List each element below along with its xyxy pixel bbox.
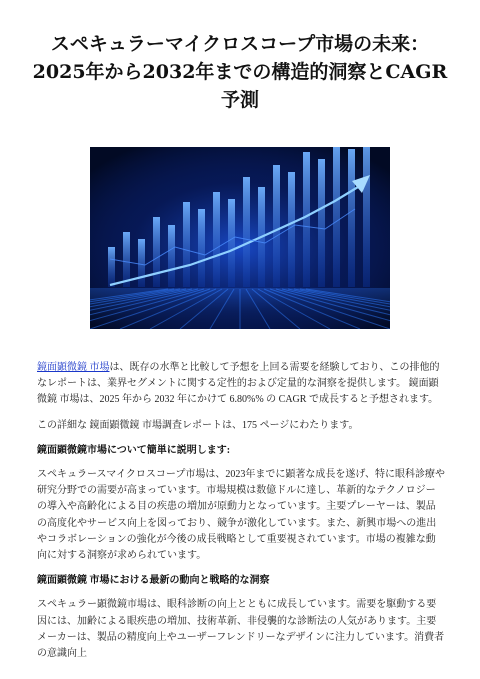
section-text-trends: スペキュラー顕微鏡市場は、眼科診断の向上とともに成長しています。需要を駆動する要因には、加齢による眼疾患の増加、技術革新、非侵襲的な診断法の人気があります。主要メーカーは、製品の精度向上やユーザーフレンドリーなデザインに注力しています。消費者の意識向上: [37, 599, 445, 660]
hero-bar: [123, 232, 130, 287]
section-text-overview: スペキュラースマイクロスコープ市場は、2023年までに顕著な成長を遂げ、特に眼科診療や研究分野での需要が高まっています。市場規模は数億ドルに達し、革新的なテクノロジーの導入や高齢化による目の疾患の増加が原動力となっています。主要プレーヤーは、製品の高度化やサービス向上を図っており、競争が激化しています。また、新興市場への進出やコラボレーションの強化が今後の成長戦略として重要視されています。市場の複雑な動向に対する洞察が求められています。: [37, 469, 445, 562]
hero-bar: [183, 202, 190, 287]
market-link[interactable]: 鏡面顕微鏡 市場: [37, 362, 110, 373]
hero-bar: [108, 247, 115, 287]
hero-bar: [153, 217, 160, 287]
page-title: スペキュラーマイクロスコープ市場の未来：2025年から2032年までの構造的洞察とCAGR予測: [32, 33, 448, 111]
hero-bar: [333, 147, 340, 287]
section-heading-overview: 鏡面顕微鏡市場について簡単に説明します:: [37, 444, 231, 456]
hero-bar: [198, 209, 205, 287]
hero-bar: [363, 147, 370, 287]
pages-note: この詳細な 鏡面顕微鏡 市場調査レポートは、175 ページにわたります。: [37, 419, 359, 431]
growth-chart-illustration: [90, 147, 390, 329]
hero-bar: [138, 239, 145, 287]
hero-floor-grid: [90, 288, 390, 329]
hero-bar: [273, 165, 280, 287]
article-body: [37, 360, 445, 671]
intro-paragraph: [37, 360, 445, 409]
growth-chart-image: [90, 147, 390, 329]
hero-bar: [228, 199, 235, 287]
hero-floor-glow: [90, 288, 390, 329]
hero-bar: [243, 177, 250, 287]
hero-bar: [213, 192, 220, 287]
hero-bar: [318, 159, 325, 287]
hero-bar: [348, 149, 355, 287]
intro-text: は、既存の水準と比較して予想を上回る需要を経験しており、この排他的なレポートは、業界セグメントに関する定性的および定量的な洞察を提供します。 鏡面顕微鏡 市場は、2025 年から 2032 年にかけて 6.80%% の CAGR で成長すると予想されます。: [37, 362, 440, 406]
hero-bar: [168, 225, 175, 287]
section-heading-trends: 鏡面顕微鏡 市場における最新の動向と戦略的な洞察: [37, 575, 270, 587]
hero-bar: [303, 152, 310, 287]
hero-bar: [288, 172, 295, 287]
